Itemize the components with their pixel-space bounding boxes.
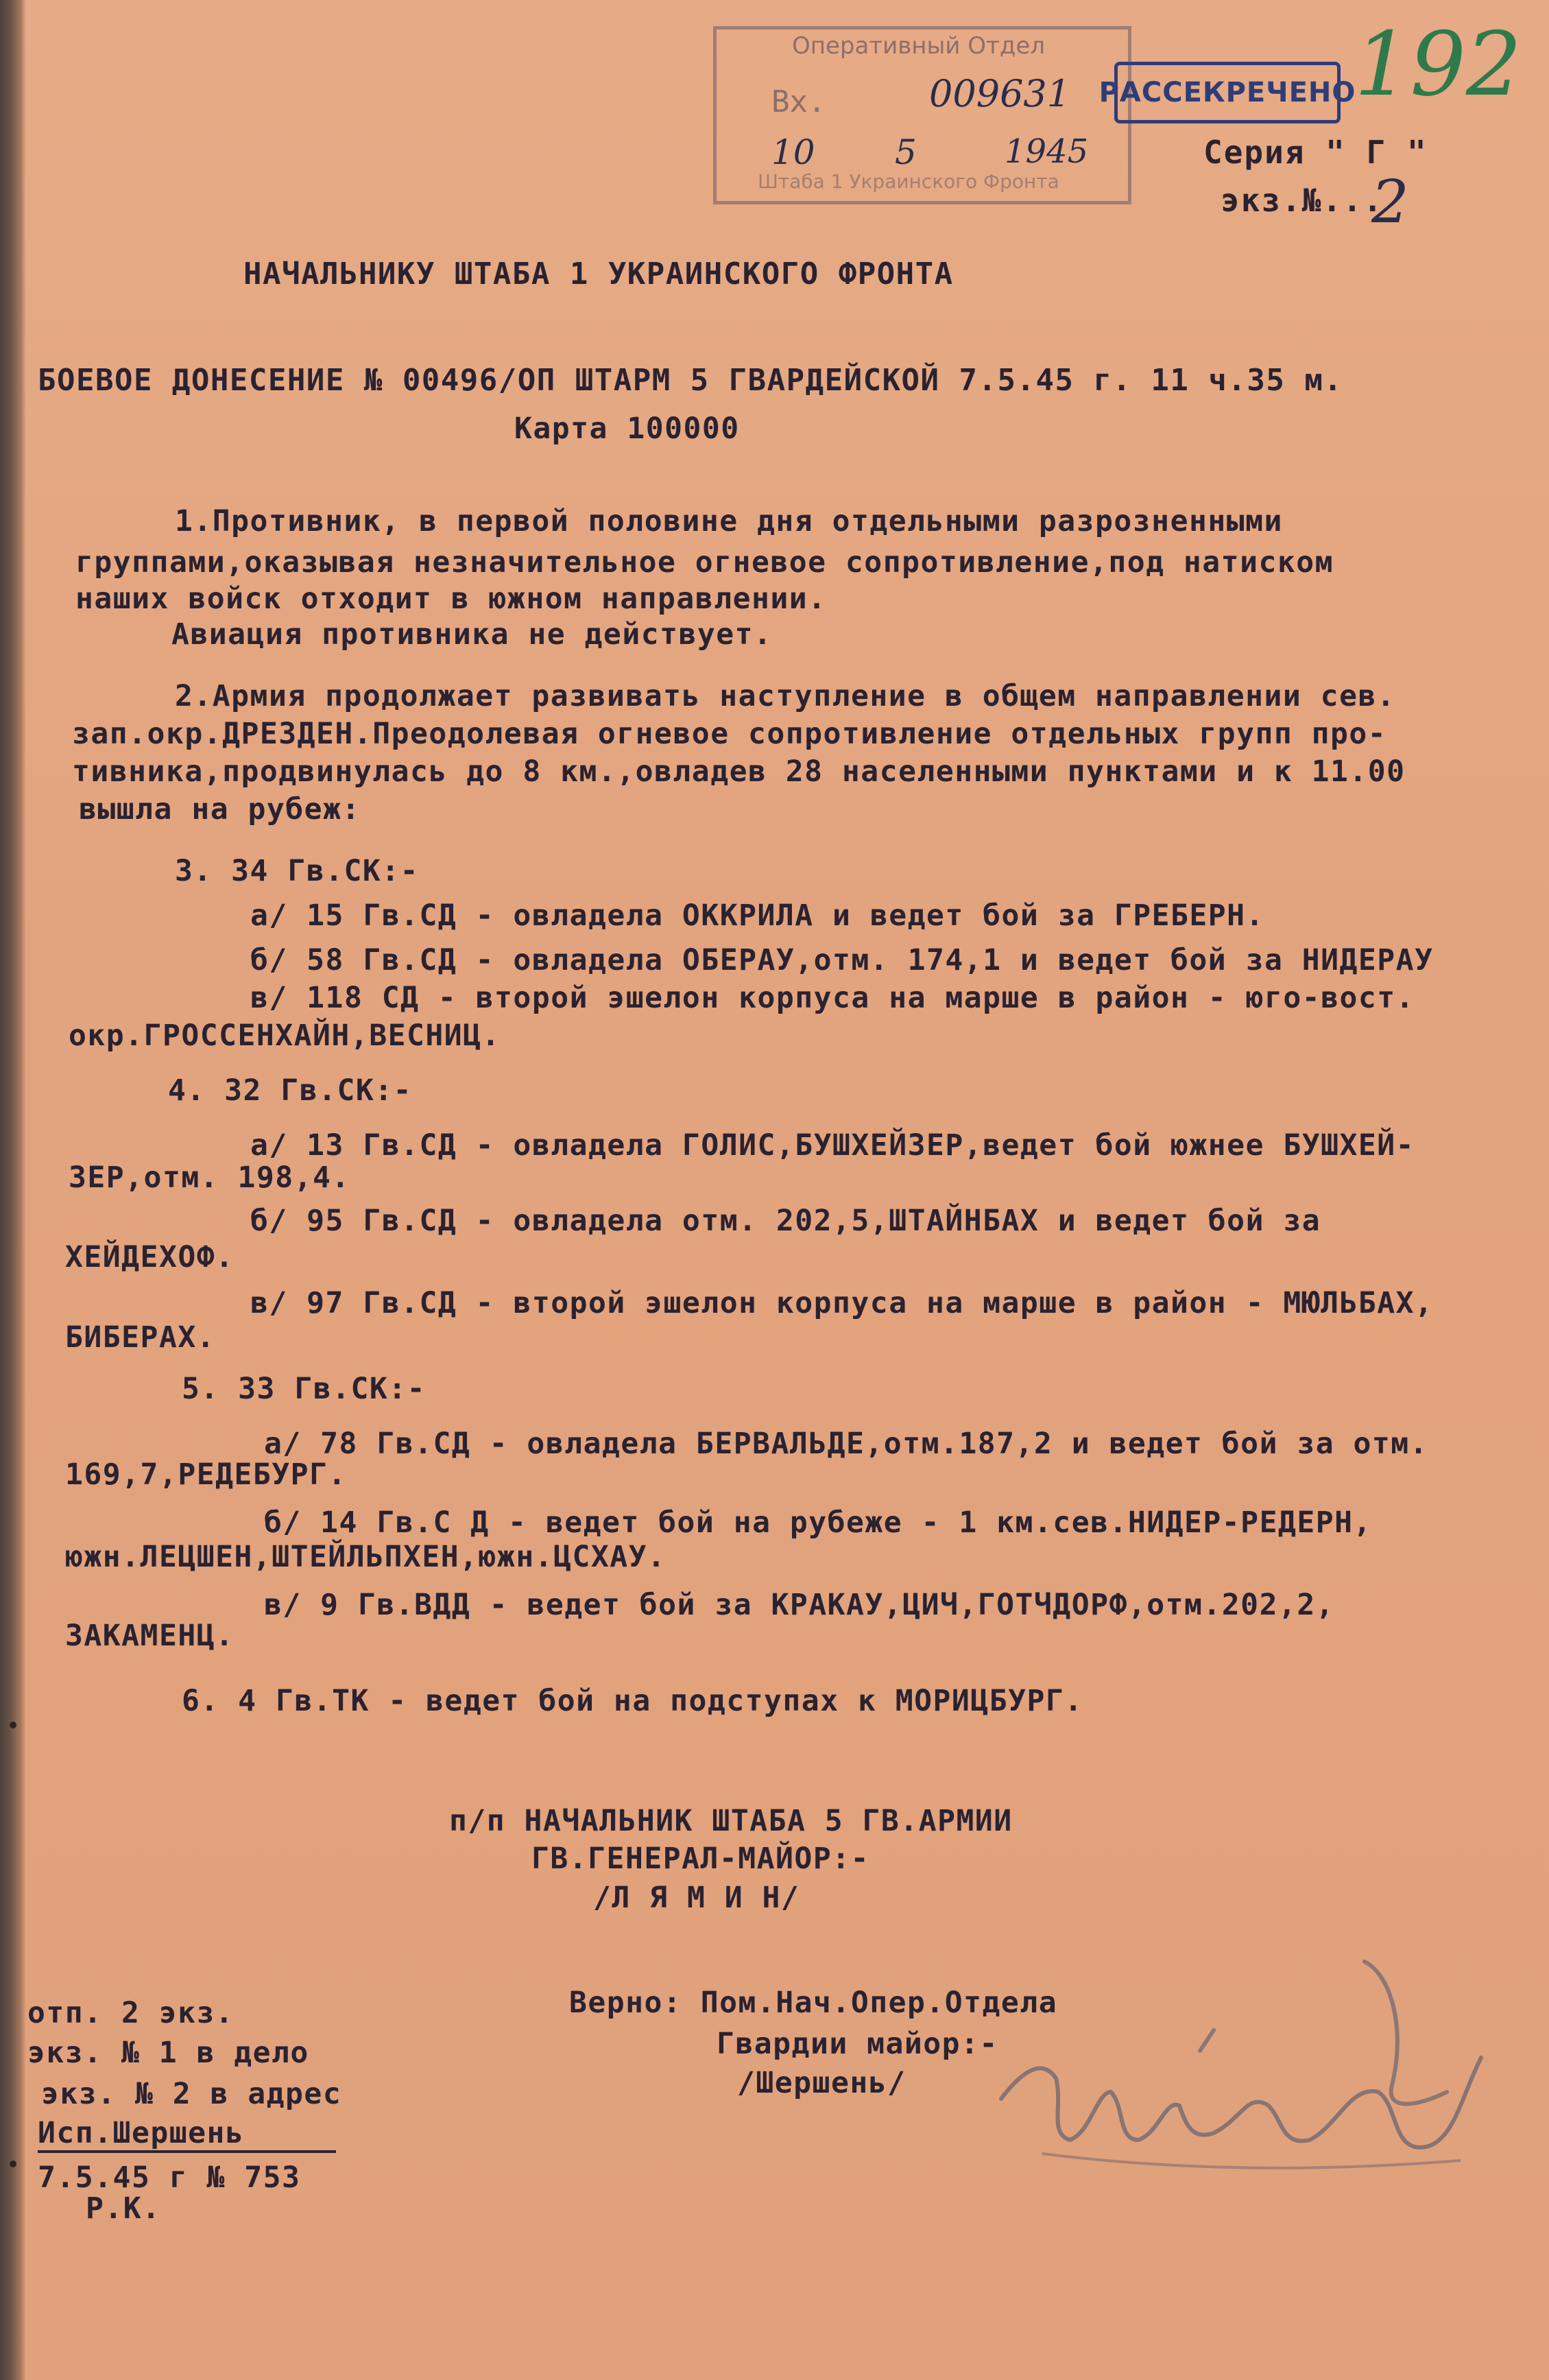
body-line: 169,7,РЕДЕБУРГ. xyxy=(65,1457,347,1492)
body-line: б/ 58 Гв.СД - овладела ОБЕРАУ,отм. 174,1 и ведет бой за НИДЕРАУ xyxy=(250,943,1434,977)
binding-edge xyxy=(0,0,26,2380)
binding-hole xyxy=(10,2161,16,2167)
stamp-year: 1945 xyxy=(1005,132,1089,171)
body-line: в/ 97 Гв.СД - второй эшелон корпуса на марше в район - МЮЛЬБАХ, xyxy=(250,1286,1434,1320)
verified-line: Верно: Пом.Нач.Опер.Отдела xyxy=(569,1986,1058,2020)
executor-underline xyxy=(38,2150,336,2153)
corps-heading: 5. 33 Гв.СК:- xyxy=(182,1372,427,1406)
stamp-number: 009631 xyxy=(929,72,1071,115)
body-line: тивника,продвинулась до 8 км.,овладев 28 населенными пунктами и к 11.00 xyxy=(72,754,1406,789)
footer-note: экз. № 1 в дело xyxy=(27,2036,309,2070)
footer-note: отп. 2 экз. xyxy=(27,1996,235,2030)
signature-line: ГВ.ГЕНЕРАЛ-МАЙОР:- xyxy=(531,1842,869,1876)
stamp-header: Оперативный Отдел xyxy=(792,32,1045,60)
copy-number: 2 xyxy=(1371,168,1409,237)
body-line: ЗЕР,отм. 198,4. xyxy=(69,1161,350,1195)
body-line: южн.ЛЕЦШЕН,ШТЕЙЛЬПХЕН,южн.ЦСХАУ. xyxy=(65,1540,667,1574)
stamp-prefix: Вх. xyxy=(771,84,826,119)
signature-line: /Л Я М И Н/ xyxy=(593,1881,800,1915)
body-line: наших войск отходит в южном направлении. xyxy=(75,582,827,616)
body-line: зап.окр.ДРЕЗДЕН.Преодолевая огневое сопротивление отдельных групп про- xyxy=(72,717,1387,751)
body-line: БИБЕРАХ. xyxy=(65,1320,216,1355)
body-line: группами,оказывая незначительное огневое сопротивление,под натиском xyxy=(75,545,1334,580)
footer-note: экз. № 2 в адрес xyxy=(41,2077,342,2111)
body-line: Авиация противника не действует. xyxy=(171,617,773,652)
handwritten-signature xyxy=(981,1934,1515,2195)
series-line: Серия " Г " xyxy=(1203,134,1428,171)
body-line: 6. 4 Гв.ТК - ведет бой на подступах к МОРИЦБУРГ. xyxy=(182,1684,1083,1718)
stamp-footer: Штаба 1 Украинского Фронта xyxy=(758,170,1059,193)
footer-note: Исп.Шершень xyxy=(38,2116,245,2150)
binding-hole xyxy=(10,1722,16,1728)
body-line: б/ 95 Гв.СД - овладела отм. 202,5,ШТАЙНБАХ и ведет бой за xyxy=(250,1204,1321,1238)
map-line: Карта 100000 xyxy=(514,412,740,446)
incoming-stamp xyxy=(713,26,1131,204)
report-title: БОЕВОЕ ДОНЕСЕНИЕ № 00496/ОП ШТАРМ 5 ГВАРДЕЙСКОЙ 7.5.45 г. 11 ч.35 м. xyxy=(38,363,1343,398)
signature-line: п/п НАЧАЛЬНИК ШТАБА 5 ГВ.АРМИИ xyxy=(449,1804,1013,1838)
body-line: б/ 14 Гв.С Д - ведет бой на рубеже - 1 км.сев.НИДЕР-РЕДЕРН, xyxy=(264,1506,1372,1540)
stamp-day: 10 xyxy=(771,132,815,172)
corps-heading: 3. 34 Гв.СК:- xyxy=(175,854,420,888)
archive-number: 192 xyxy=(1354,14,1522,116)
addressee: НАЧАЛЬНИКУ ШТАБА 1 УКРАИНСКОГО ФРОНТА xyxy=(243,257,954,291)
stamp-month: 5 xyxy=(895,132,917,172)
body-line: окр.ГРОССЕНХАЙН,ВЕСНИЦ. xyxy=(69,1019,501,1053)
body-line: ХЕЙДЕХОФ. xyxy=(65,1240,235,1274)
declassified-stamp: РАССЕКРЕЧЕНО xyxy=(1114,62,1341,123)
body-line: вышла на рубеж: xyxy=(79,792,361,826)
verified-line: /Шершень/ xyxy=(737,2066,906,2100)
body-line: а/ 13 Гв.СД - овладела ГОЛИС,БУШХЕЙЗЕР,ведет бой южнее БУШХЕЙ- xyxy=(250,1128,1415,1163)
body-line: 1.Противник, в первой половине дня отдельными разрозненными xyxy=(175,504,1283,538)
verified-line: Гвардии майор:- xyxy=(717,2027,998,2061)
body-line: 2.Армия продолжает развивать наступление в общем направлении сев. xyxy=(175,679,1396,713)
corps-heading: 4. 32 Гв.СК:- xyxy=(168,1073,413,1108)
body-line: а/ 78 Гв.СД - овладела БЕРВАЛЬДЕ,отм.187,2 и ведет бой за отм. xyxy=(264,1427,1429,1461)
copy-line: экз.№... xyxy=(1221,182,1384,219)
body-line: в/ 118 СД - второй эшелон корпуса на марше в район - юго-вост. xyxy=(250,981,1415,1015)
footer-note: Р.К. xyxy=(86,2191,161,2226)
body-line: а/ 15 Гв.СД - овладела ОККРИЛА и ведет бой за ГРЕБЕРН. xyxy=(250,899,1264,933)
footer-note: 7.5.45 г № 753 xyxy=(38,2161,301,2195)
body-line: в/ 9 Гв.ВДД - ведет бой за КРАКАУ,ЦИЧ,ГОТЧДОРФ,отм.202,2, xyxy=(264,1588,1335,1622)
body-line: ЗАКАМЕНЦ. xyxy=(65,1619,235,1653)
